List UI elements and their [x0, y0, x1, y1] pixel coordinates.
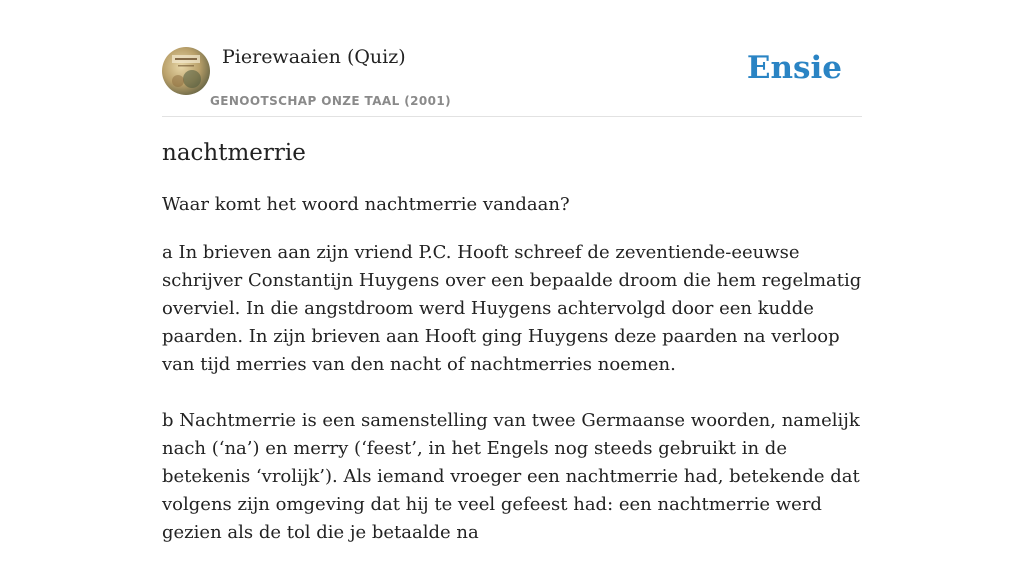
answer-option-a: a In brieven aan zijn vriend P.C. Hooft schreef de zeventiende-eeuwse schrijver Constantijn Huygens over een bepaalde droom die hem regelmatig overviel. In die angstdroom werd Huygens achtervolgd door een kudde paarden. In zijn brieven aan Hooft ging Huygens deze paarden na verloop van tijd merries van den nacht of nachtmerries noemen.	[162, 242, 862, 375]
entry-title: nachtmerrie	[162, 140, 306, 166]
source-header	[162, 0, 862, 117]
answer-list	[162, 239, 862, 575]
page	[162, 0, 862, 543]
answer-option-b: b Nachtmerrie is een samenstelling van twee Germaanse woorden, namelijk nach (‘na’) en merry (‘feest’, in het Engels nog steeds gebruikt in de betekenis ‘vrolijk’). Als iemand vroeger een nachtmerrie had, betekende dat volgens zijn omgeving dat hij te veel gefeest had: een nachtmerrie werd gezien als de tol die je betaalde na	[162, 410, 860, 543]
source-avatar[interactable]	[162, 47, 210, 95]
quiz-question: Waar komt het woord nachtmerrie vandaan?	[162, 194, 570, 215]
source-subtitle: GENOOTSCHAP ONZE TAAL (2001)	[210, 94, 451, 108]
book-cover-icon	[162, 47, 210, 95]
brand-logo[interactable]: Ensie	[746, 50, 842, 86]
source-title[interactable]: Pierewaaien (Quiz)	[222, 46, 406, 68]
